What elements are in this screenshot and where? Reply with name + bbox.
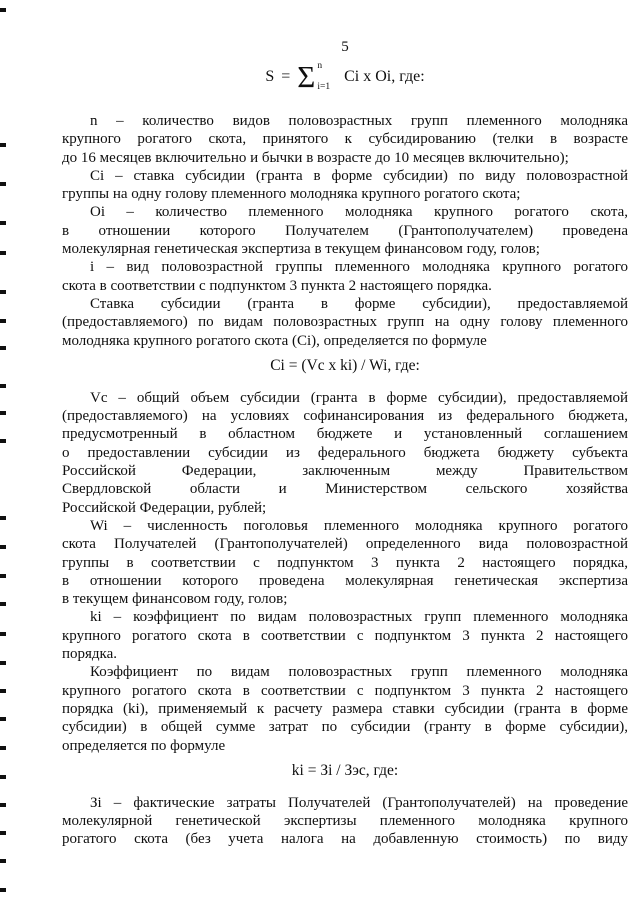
- text-line: i – вид половозрастной группы племенного молодняка крупного рогатого: [90, 259, 628, 276]
- scan-edge-mark: [0, 545, 6, 549]
- paragraph: [62, 663, 628, 754]
- text-line: порядка (ki), применяемый к расчету размера ставки субсидии (гранта в форме: [62, 700, 628, 717]
- scan-edge-mark: [0, 411, 6, 415]
- text-line: Российской Федерации, заключенным между Правительством: [62, 463, 628, 480]
- scan-edge-mark: [0, 319, 6, 323]
- sigma-symbol: Σ: [297, 58, 316, 94]
- text-line: в отношении которого проведена молекулярная генетическая экспертиза: [62, 572, 628, 589]
- scan-edge-mark: [0, 516, 6, 520]
- sigma-limits: [317, 62, 330, 92]
- text-line: группы в соответствии с подпунктом 3 пункта 2 настоящего порядка,: [62, 554, 628, 571]
- text-line: молодняка крупного рогатого скота (Ci), определяется по формуле: [62, 332, 487, 349]
- paragraph: [62, 203, 628, 258]
- text-line: Wi – численность поголовья племенного молодняка крупного рогатого: [90, 517, 628, 534]
- scan-edge-mark: [0, 859, 6, 863]
- scan-edge-mark: [0, 143, 6, 147]
- scan-edge-mark: [0, 775, 6, 779]
- scan-edge-mark: [0, 290, 6, 294]
- scan-edge-mark: [0, 346, 6, 350]
- text-line: Свердловской области и Министерством сельского хозяйства: [62, 481, 628, 498]
- formula-sum-equals: =: [281, 67, 291, 85]
- text-line: скота в соответствии с подпунктом 3 пункта 2 настоящего порядка.: [62, 277, 492, 294]
- scan-edge-mark: [0, 888, 6, 892]
- text-line: крупного рогатого скота, принятого к субсидированию (телки в возрасте: [62, 131, 628, 148]
- text-line: предусмотренный в областном бюджете и установленный соглашением: [62, 426, 628, 443]
- paragraph: [62, 167, 628, 204]
- scan-edge-mark: [0, 574, 6, 578]
- text-column: [62, 0, 628, 849]
- scan-edge-mark: [0, 803, 6, 807]
- text-line: Oi – количество племенного молодняка крупного рогатого скота,: [90, 204, 628, 221]
- formula-sum-lhs: S: [265, 67, 275, 85]
- scan-edge-mark: [0, 689, 6, 693]
- scan-edge-mark: [0, 439, 6, 443]
- text-line: (предоставляемого) по видам половозрастных групп на одну голову племенного: [62, 314, 628, 331]
- paragraph: [62, 608, 628, 663]
- paragraph: [62, 794, 628, 849]
- scan-edge-mark: [0, 831, 6, 835]
- scan-edge-mark: [0, 632, 6, 636]
- scan-edge-mark: [0, 221, 6, 225]
- text-line: Российской Федерации, рублей;: [62, 499, 267, 516]
- text-line: группы на одну голову племенного молодняка крупного рогатого скота;: [62, 186, 521, 203]
- page-number: 5: [341, 39, 349, 55]
- sigma-upper-limit: n: [317, 61, 323, 71]
- text-line: ki – коэффициент по видам половозрастных групп племенного молодняка: [90, 609, 628, 626]
- text-line: Vc – общий объем субсидии (гранта в форме субсидии), предоставляемой: [90, 389, 628, 406]
- scan-edge-mark: [0, 384, 6, 388]
- text-line: n – количество видов половозрастных групп племенного молодняка: [90, 113, 628, 129]
- text-line: о предоставлении субсидии из федерального бюджета бюджету субъекта: [62, 444, 628, 461]
- scan-edge-mark: [0, 251, 6, 255]
- text-line: субсидии) в общей сумме затрат по субсидии (гранту в форме субсидии),: [62, 719, 628, 736]
- text-line: до 16 месяцев включительно и бычки в возрасте до 10 месяцев включительно);: [62, 149, 569, 166]
- text-line: молекулярной генетической экспертизы племенного молодняка крупного: [62, 813, 628, 830]
- text-line: в текущем финансовом году, голов;: [62, 591, 288, 608]
- document-body: [62, 112, 628, 849]
- paragraph: [62, 517, 628, 608]
- formula-sum: [62, 58, 628, 96]
- text-line: скота Получателей (Грантополучателей) определенного вида половозрастной: [62, 536, 628, 553]
- formula-line: Ci = (Vc x ki) / Wi, где:: [270, 356, 420, 374]
- scan-edge-mark: [0, 8, 6, 12]
- text-line: крупного рогатого скота в соответствии с подпунктом 3 пункта 2 настоящего: [62, 627, 628, 644]
- paragraph: [62, 112, 628, 167]
- scan-edge-mark: [0, 182, 6, 186]
- scan-edge-mark: [0, 602, 6, 606]
- paragraph: [62, 389, 628, 517]
- sigma-lower-limit: i=1: [317, 81, 331, 92]
- scan-edge-mark: [0, 717, 6, 721]
- text-line: порядка.: [62, 646, 118, 663]
- text-line: в отношении которого Получателем (Грантополучателем) проведена: [62, 222, 628, 239]
- paragraph: [62, 258, 628, 295]
- scan-edge-mark: [0, 746, 6, 750]
- text-line: Коэффициент по видам половозрастных групп племенного молодняка: [90, 664, 628, 681]
- formula-sum-rhs: Ci x Oi, где:: [344, 67, 425, 85]
- scan-edge-mark: [0, 661, 6, 665]
- text-line: Зi – фактические затраты Получателей (Грантополучателей) на проведение: [90, 794, 628, 811]
- text-line: молекулярная генетическая экспертиза в текущем финансовом году, голов;: [62, 241, 540, 258]
- text-line: Ставка субсидии (гранта в форме субсидии), предоставляемой: [90, 295, 628, 312]
- text-line: (предоставляемого) на условиях софинансирования из федерального бюджета,: [62, 408, 628, 425]
- text-line: крупного рогатого скота в соответствии с подпунктом 3 пункта 2 настоящего: [62, 682, 628, 699]
- text-line: Ci – ставка субсидии (гранта в форме субсидии) по виду половозрастной: [90, 167, 628, 184]
- text-line: определяется по формуле: [62, 737, 226, 754]
- formula-line: ki = Зi / Зэс, где:: [291, 761, 399, 779]
- text-line: рогатого скота (без учета налога на добавленную стоимость) по виду: [62, 831, 628, 848]
- paragraph: [62, 295, 628, 350]
